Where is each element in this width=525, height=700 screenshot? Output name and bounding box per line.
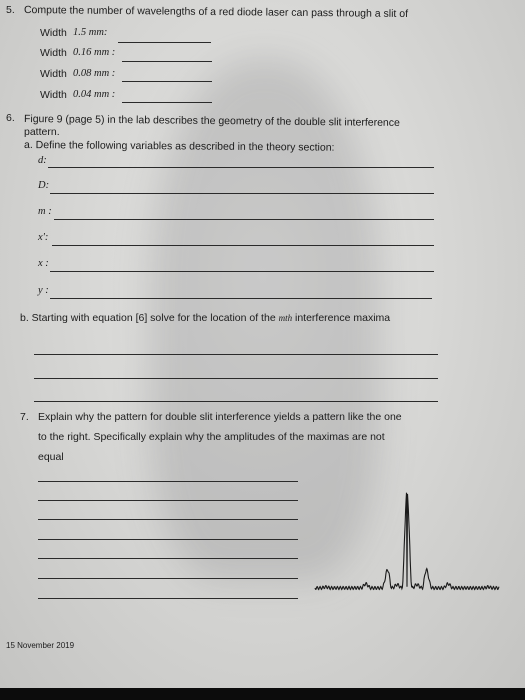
q7-line3: equal <box>38 451 64 463</box>
width-value-2: 0.16 mm : <box>73 47 116 58</box>
photo-bottom-edge <box>0 688 525 700</box>
width-value-4: 0.04 mm : <box>73 89 116 100</box>
q6-text-line2: pattern. <box>24 126 60 138</box>
variable-D: D: <box>38 180 50 191</box>
q5-number: 5. <box>6 4 15 16</box>
variable-d: d: <box>38 155 47 166</box>
q7-line2: to the right. Specifically explain why the amplitudes of the maximas are not <box>38 431 385 443</box>
part-b-prefix: b. Starting with equation [6] solve for the location of the <box>20 312 279 324</box>
q7-line1: Explain why the pattern for double slit interference yields a pattern like the one <box>38 411 402 423</box>
q5-text: Compute the number of wavelengths of a red diode laser can pass through a slit of <box>23 4 409 21</box>
q6-number: 6. <box>6 112 15 124</box>
width-label-3: Width <box>40 68 67 80</box>
interference-wave <box>315 493 499 590</box>
width-label-1: Width <box>40 27 67 39</box>
width-value-3: 0.08 mm : <box>73 68 116 79</box>
variable-x: x : <box>38 258 49 269</box>
variable-m: m : <box>38 206 52 217</box>
footer-date: 15 November 2019 <box>6 641 75 650</box>
q6-part-a: a. Define the following variables as described in the theory section: <box>23 139 335 154</box>
variable-x-prime: x': <box>38 232 49 243</box>
width-value-1: 1.5 mm: <box>73 27 108 38</box>
variable-y: y : <box>38 285 49 296</box>
q7-number: 7. <box>20 411 29 423</box>
width-label-4: Width <box>40 89 67 101</box>
width-label-2: Width <box>40 47 67 59</box>
part-b-variable: mth <box>278 313 293 323</box>
part-b-suffix: interference maxima <box>292 312 391 324</box>
q6-text-line1: Figure 9 (page 5) in the lab describes the geometry of the double slit interference <box>23 113 400 129</box>
